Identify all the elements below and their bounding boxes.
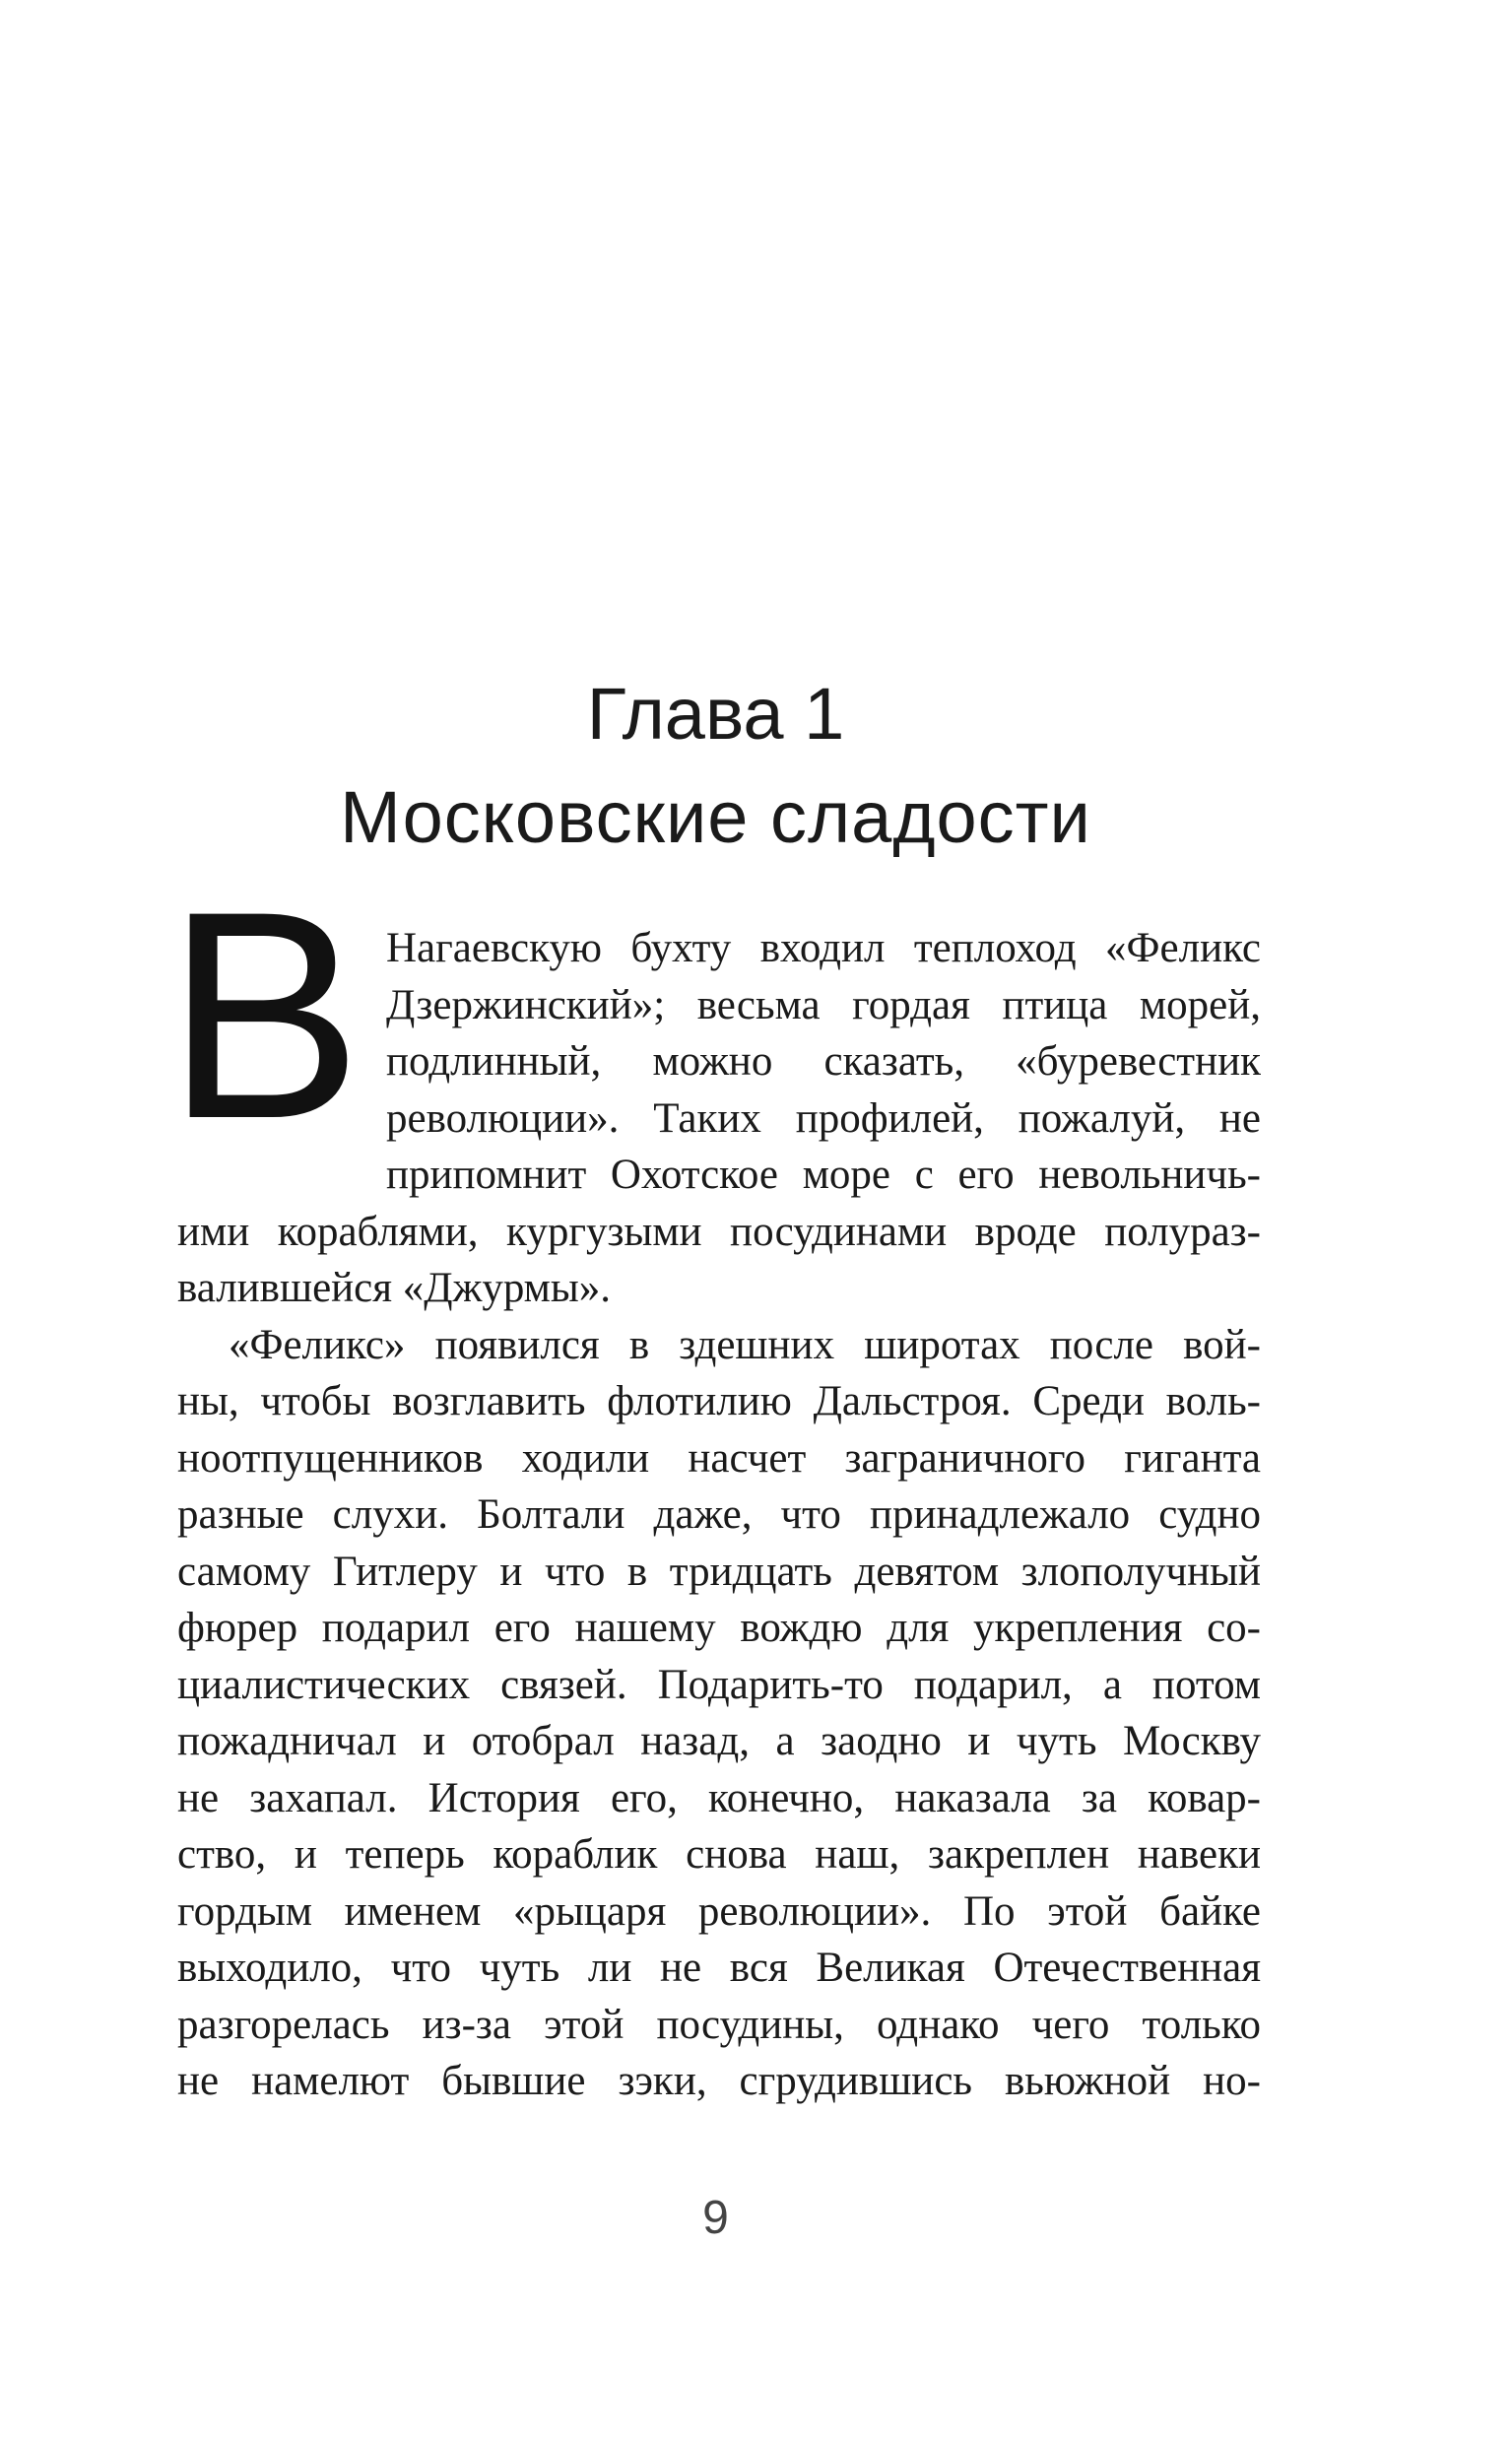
text-line: выходило, что чуть ли не вся Великая Отечественная	[177, 1945, 1261, 1991]
text-line: революции». Таких профилей, пожалуй, не	[386, 1095, 1261, 1142]
text-line: не захапал. История его, конечно, наказала за ковар-	[177, 1775, 1261, 1821]
text-line: фюрер подарил его нашему вождю для укрепления со-	[177, 1605, 1261, 1651]
chapter-title: Московские сладости	[340, 776, 1091, 858]
text-line: «Феликс» появился в здешних широтах после вой-	[229, 1322, 1261, 1368]
text-line: припомнит Охотское море с его невольничь-	[386, 1152, 1261, 1198]
page-number: 9	[702, 2192, 729, 2244]
drop-cap-letter: В	[165, 849, 363, 1180]
text-line: разные слухи. Болтали даже, что принадлежало судно	[177, 1491, 1261, 1538]
chapter-number: Глава 1	[586, 673, 845, 755]
text-line: Нагаевскую бухту входил теплоход «Феликс	[386, 925, 1261, 971]
text-line: гордым именем «рыцаря революции». По этой байке	[177, 1888, 1261, 1935]
text-line: ноотпущенников ходили насчет заграничного гиганта	[177, 1435, 1261, 1482]
text-line: Дзержинский»; весьма гордая птица морей,	[386, 982, 1261, 1028]
text-line: циалистических связей. Подарить-то подарил, а потом	[177, 1662, 1261, 1708]
text-line: пожадничал и отобрал назад, а заодно и чуть Москву	[177, 1718, 1261, 1764]
text-line: разгорелась из-за этой посудины, однако чего только	[177, 2002, 1261, 2048]
text-line: ны, чтобы возглавить флотилию Дальстроя. Среди воль-	[177, 1378, 1261, 1424]
text-line: самому Гитлеру и что в тридцать девятом злополучный	[177, 1549, 1261, 1595]
text-line: подлинный, можно сказать, «буревестник	[386, 1038, 1261, 1085]
text-line: ство, и теперь кораблик снова наш, закреплен навеки	[177, 1831, 1261, 1878]
text-line: не намелют бывшие зэки, сгрудившись вьюжной но-	[177, 2058, 1261, 2104]
text-line: ими кораблями, кургузыми посудинами вроде полураз-	[177, 1209, 1261, 1255]
text-line: валившейся «Джурмы».	[177, 1265, 612, 1311]
